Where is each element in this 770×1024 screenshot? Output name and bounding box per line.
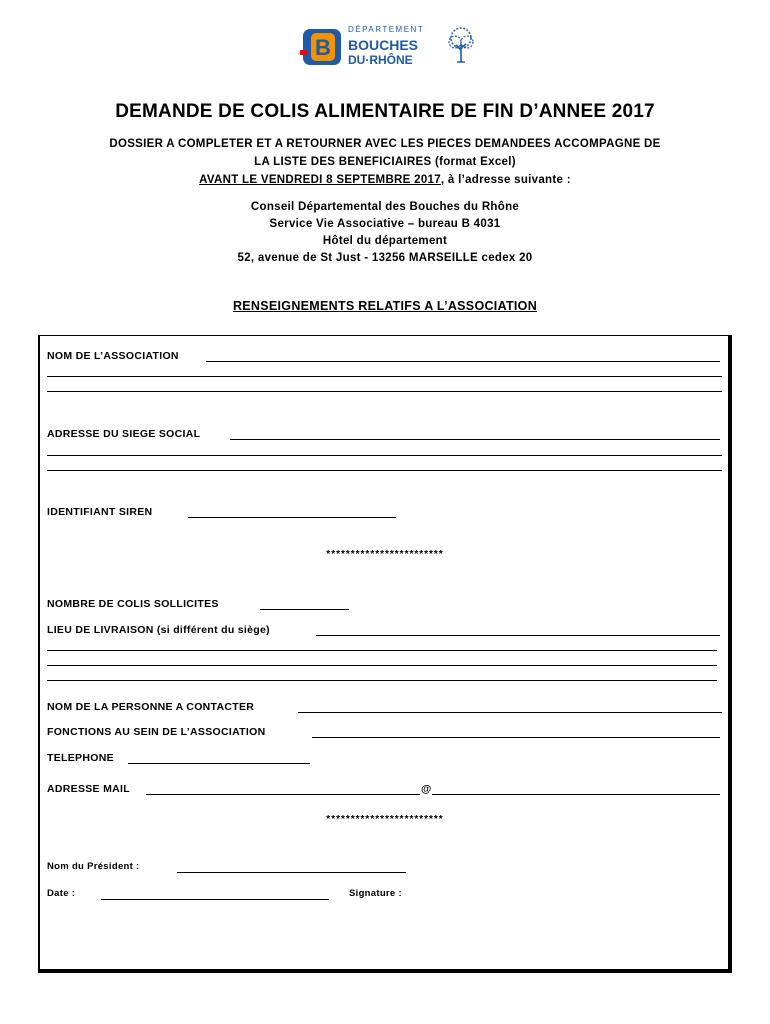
deadline-suffix: , à l’adresse suivante : [440, 174, 571, 186]
signature-area[interactable] [349, 905, 709, 960]
siren-label: IDENTIFIANT SIREN [47, 506, 153, 518]
section-title: RENSEIGNEMENTS RELATIFS A L’ASSOCIATION [232, 299, 538, 313]
instructions-deadline-line [40, 174, 730, 186]
address-line-2: Service Vie Associative – bureau B 4031 [269, 218, 501, 230]
email-user-field[interactable] [146, 794, 420, 795]
separator-stars-2: ************************ [326, 814, 444, 825]
page-title: DEMANDE DE COLIS ALIMENTAIRE DE FIN D’ANNEE 2017 [115, 101, 655, 122]
association-name-label: NOM DE L’ASSOCIATION [47, 350, 179, 362]
contact-name-field[interactable] [298, 712, 722, 713]
parcels-count-field[interactable] [260, 609, 349, 610]
address-line-4: 52, avenue de St Just - 13256 MARSEILLE cedex 20 [237, 252, 533, 264]
siren-field[interactable] [188, 517, 396, 518]
role-field[interactable] [312, 737, 720, 738]
instructions-line-2: LA LISTE DES BENEFICIAIRES (format Excel) [254, 156, 516, 168]
association-name-field-3[interactable] [47, 391, 722, 392]
logo-rhone-text: DU·RHÔNE [348, 53, 413, 67]
separator-stars-1: ************************ [326, 549, 444, 560]
delivery-place-label: LIEU DE LIVRAISON (si différent du siège) [47, 624, 270, 636]
email-at-sign: @ [421, 783, 432, 795]
date-label: Date : [47, 888, 76, 899]
delivery-place-field-4[interactable] [47, 680, 717, 681]
signature-label: Signature : [349, 888, 402, 899]
instructions-line-1: DOSSIER A COMPLETER ET A RETOURNER AVEC LES PIECES DEMANDEES ACCOMPAGNE DE [109, 138, 661, 150]
department-logo [300, 24, 480, 70]
address-line-1: Conseil Départemental des Bouches du Rhône [250, 201, 520, 213]
association-name-field-2[interactable] [47, 376, 722, 377]
phone-label: TELEPHONE [47, 752, 114, 764]
tree-icon [446, 26, 476, 66]
phone-field[interactable] [128, 763, 310, 764]
head-office-field-2[interactable] [47, 455, 722, 456]
logo-bouches-text: BOUCHES [348, 37, 419, 53]
svg-text:B: B [315, 35, 331, 60]
head-office-field[interactable] [230, 439, 720, 440]
email-domain-field[interactable] [432, 794, 720, 795]
association-name-field[interactable] [206, 361, 720, 362]
delivery-place-field[interactable] [316, 635, 720, 636]
head-office-field-3[interactable] [47, 470, 722, 471]
president-field[interactable] [177, 872, 406, 873]
address-line-3: Hôtel du département [322, 235, 448, 247]
delivery-place-field-3[interactable] [47, 665, 717, 666]
head-office-label: ADRESSE DU SIEGE SOCIAL [47, 428, 201, 440]
b-emblem-icon [300, 24, 346, 70]
contact-name-label: NOM DE LA PERSONNE A CONTACTER [47, 701, 255, 713]
logo-department-text: DÉPARTEMENT [348, 25, 425, 34]
deadline-text: AVANT LE VENDREDI 8 SEPTEMBRE 2017 [199, 174, 441, 186]
role-label: FONCTIONS AU SEIN DE L’ASSOCIATION [47, 726, 266, 738]
president-label: Nom du Président : [47, 861, 140, 872]
delivery-place-field-2[interactable] [47, 650, 717, 651]
parcels-count-label: NOMBRE DE COLIS SOLLICITES [47, 598, 219, 610]
email-label: ADRESSE MAIL [47, 783, 130, 795]
date-field[interactable] [101, 899, 329, 900]
